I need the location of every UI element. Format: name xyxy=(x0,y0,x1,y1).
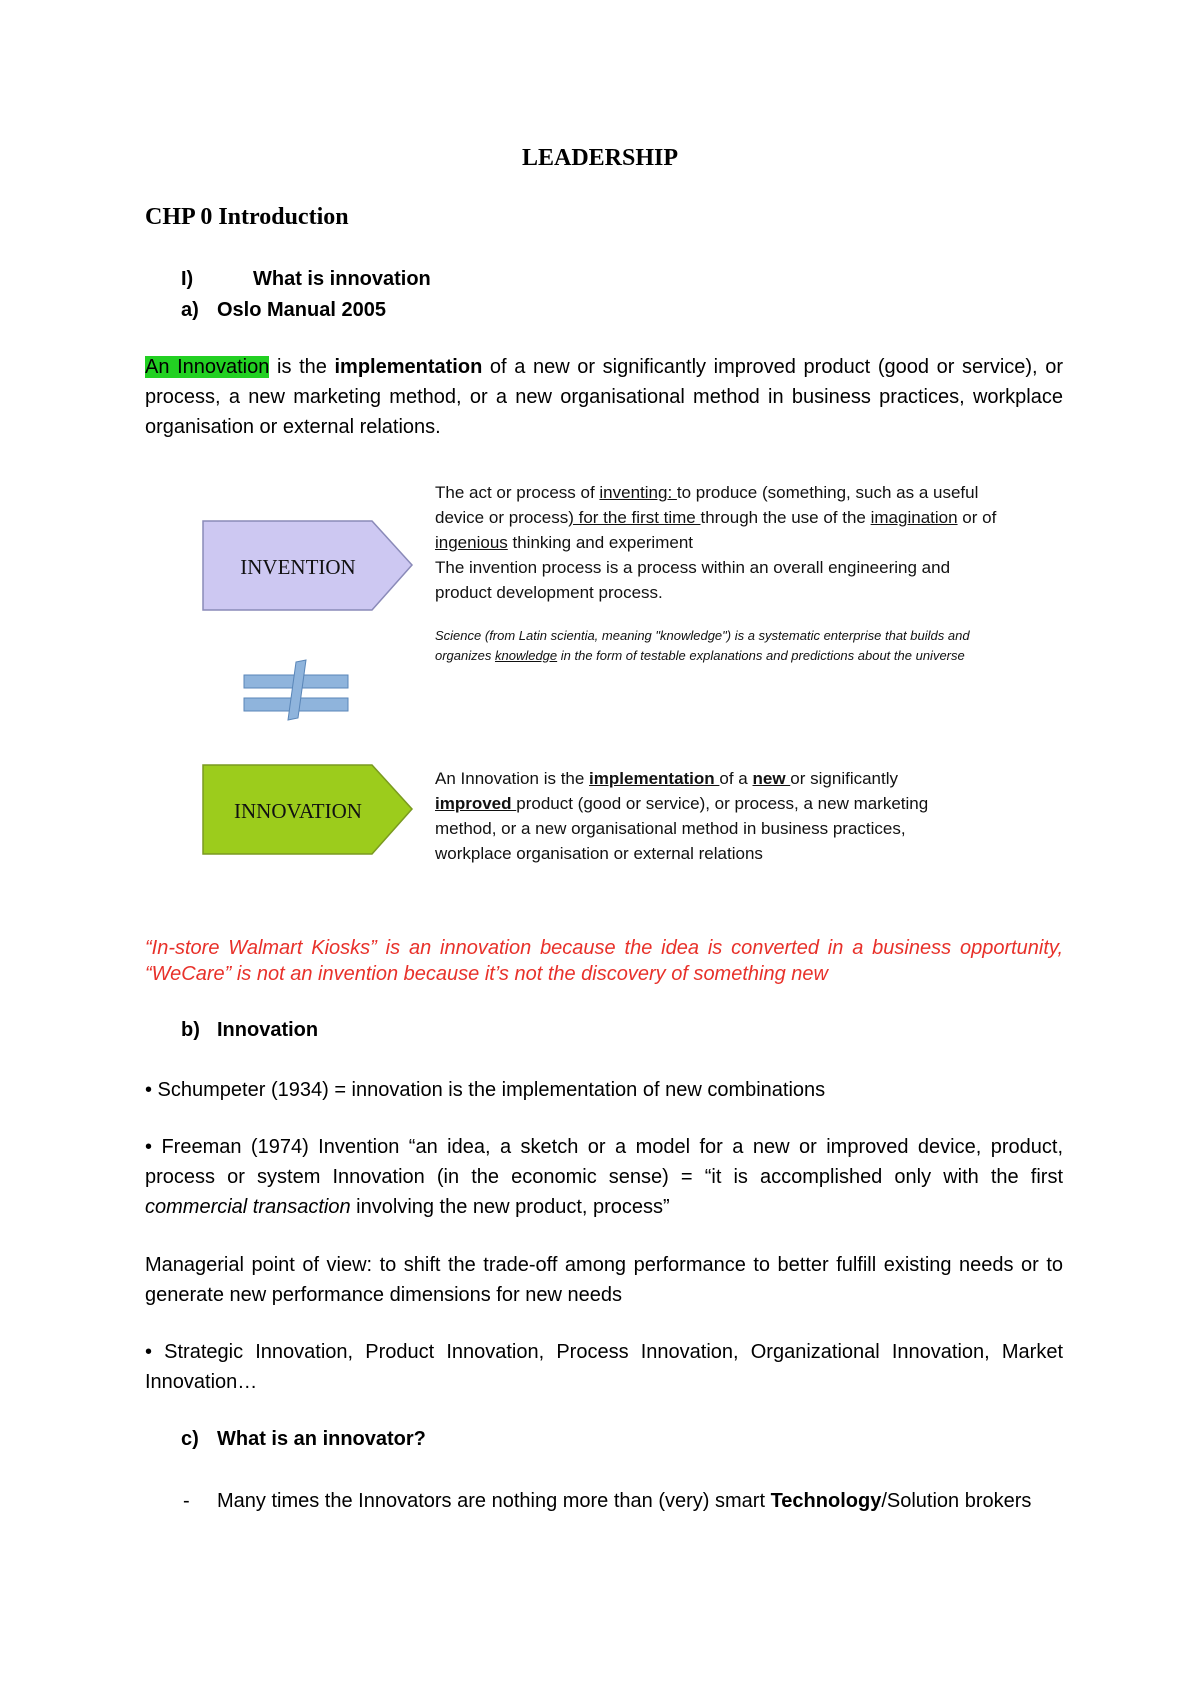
subsection-b-number: b) xyxy=(181,1019,200,1041)
science-description: Science (from Latin scientia, meaning "knowledge") is a systematic enterprise that builds and organizes knowledge in the form of testable explanations and predictions about the universe xyxy=(435,628,970,663)
innovation-definition: An Innovation is the implementation of a new or significantly improved product (good or service), or process, a new marketing method, or a new organisational method in business practices, workplace organisation or external relations. xyxy=(145,356,1064,438)
invention-arrow-shape xyxy=(200,518,425,618)
highlighted-term: An Innovation xyxy=(145,356,270,378)
schumpeter-bullet: • Schumpeter (1934) = innovation is the implementation of new combinations xyxy=(145,1079,826,1101)
managerial-paragraph: Managerial point of view: to shift the trade-off among performance to better fulfill existing needs or to generate new performance dimensions for new needs xyxy=(145,1254,1063,1306)
subsection-c-heading: What is an innovator? xyxy=(217,1428,426,1450)
page-title: LEADERSHIP xyxy=(521,145,679,171)
section-heading: What is innovation xyxy=(253,268,431,290)
innovation-types-bullet: • Strategic Innovation, Product Innovation, Process Innovation, Organizational Innovation, Market Innovation… xyxy=(145,1341,1063,1393)
innovation-description: An Innovation is the implementation of a new or significantly improved product (good or service), or process, a new marketing method, or a new organisational method in business practices, workplace organisation or external relations xyxy=(435,769,929,863)
subsection-a-heading: Oslo Manual 2005 xyxy=(217,299,386,321)
innovation-arrow-shape xyxy=(200,762,425,862)
freeman-bullet: • Freeman (1974) Invention “an idea, a sketch or a model for a new or improved device, product, process or system Innovation (in the economic sense) = “it is accomplished only with the first commercial transaction involving the new product, process” xyxy=(145,1136,1063,1218)
chapter-heading: CHP 0 Introduction xyxy=(145,204,349,230)
invention-description: The act or process of inventing: to produce (something, such as a useful device or process) for the first time through the use of the imagination or of ingenious thinking and experiment The invention process is a process within an overall engineering and product development process. xyxy=(435,483,997,602)
walmart-example-note: “In-store Walmart Kiosks” is an innovation because the idea is converted in a business opportunity, “WeCare” is not an invention because it’s not the discovery of something new xyxy=(145,937,1063,985)
innovator-description: Many times the Innovators are nothing more than (very) smart Technology/Solution brokers xyxy=(217,1490,1032,1512)
not-equal-icon xyxy=(238,656,358,721)
innovation-label: INNOVATION xyxy=(234,799,362,823)
section-number: I) xyxy=(181,268,194,290)
subsection-c-number: c) xyxy=(181,1428,199,1450)
dash-marker: - xyxy=(183,1490,190,1512)
subsection-b-heading: Innovation xyxy=(217,1019,319,1041)
invention-label: INVENTION xyxy=(240,555,356,579)
subsection-a-number: a) xyxy=(181,299,199,321)
